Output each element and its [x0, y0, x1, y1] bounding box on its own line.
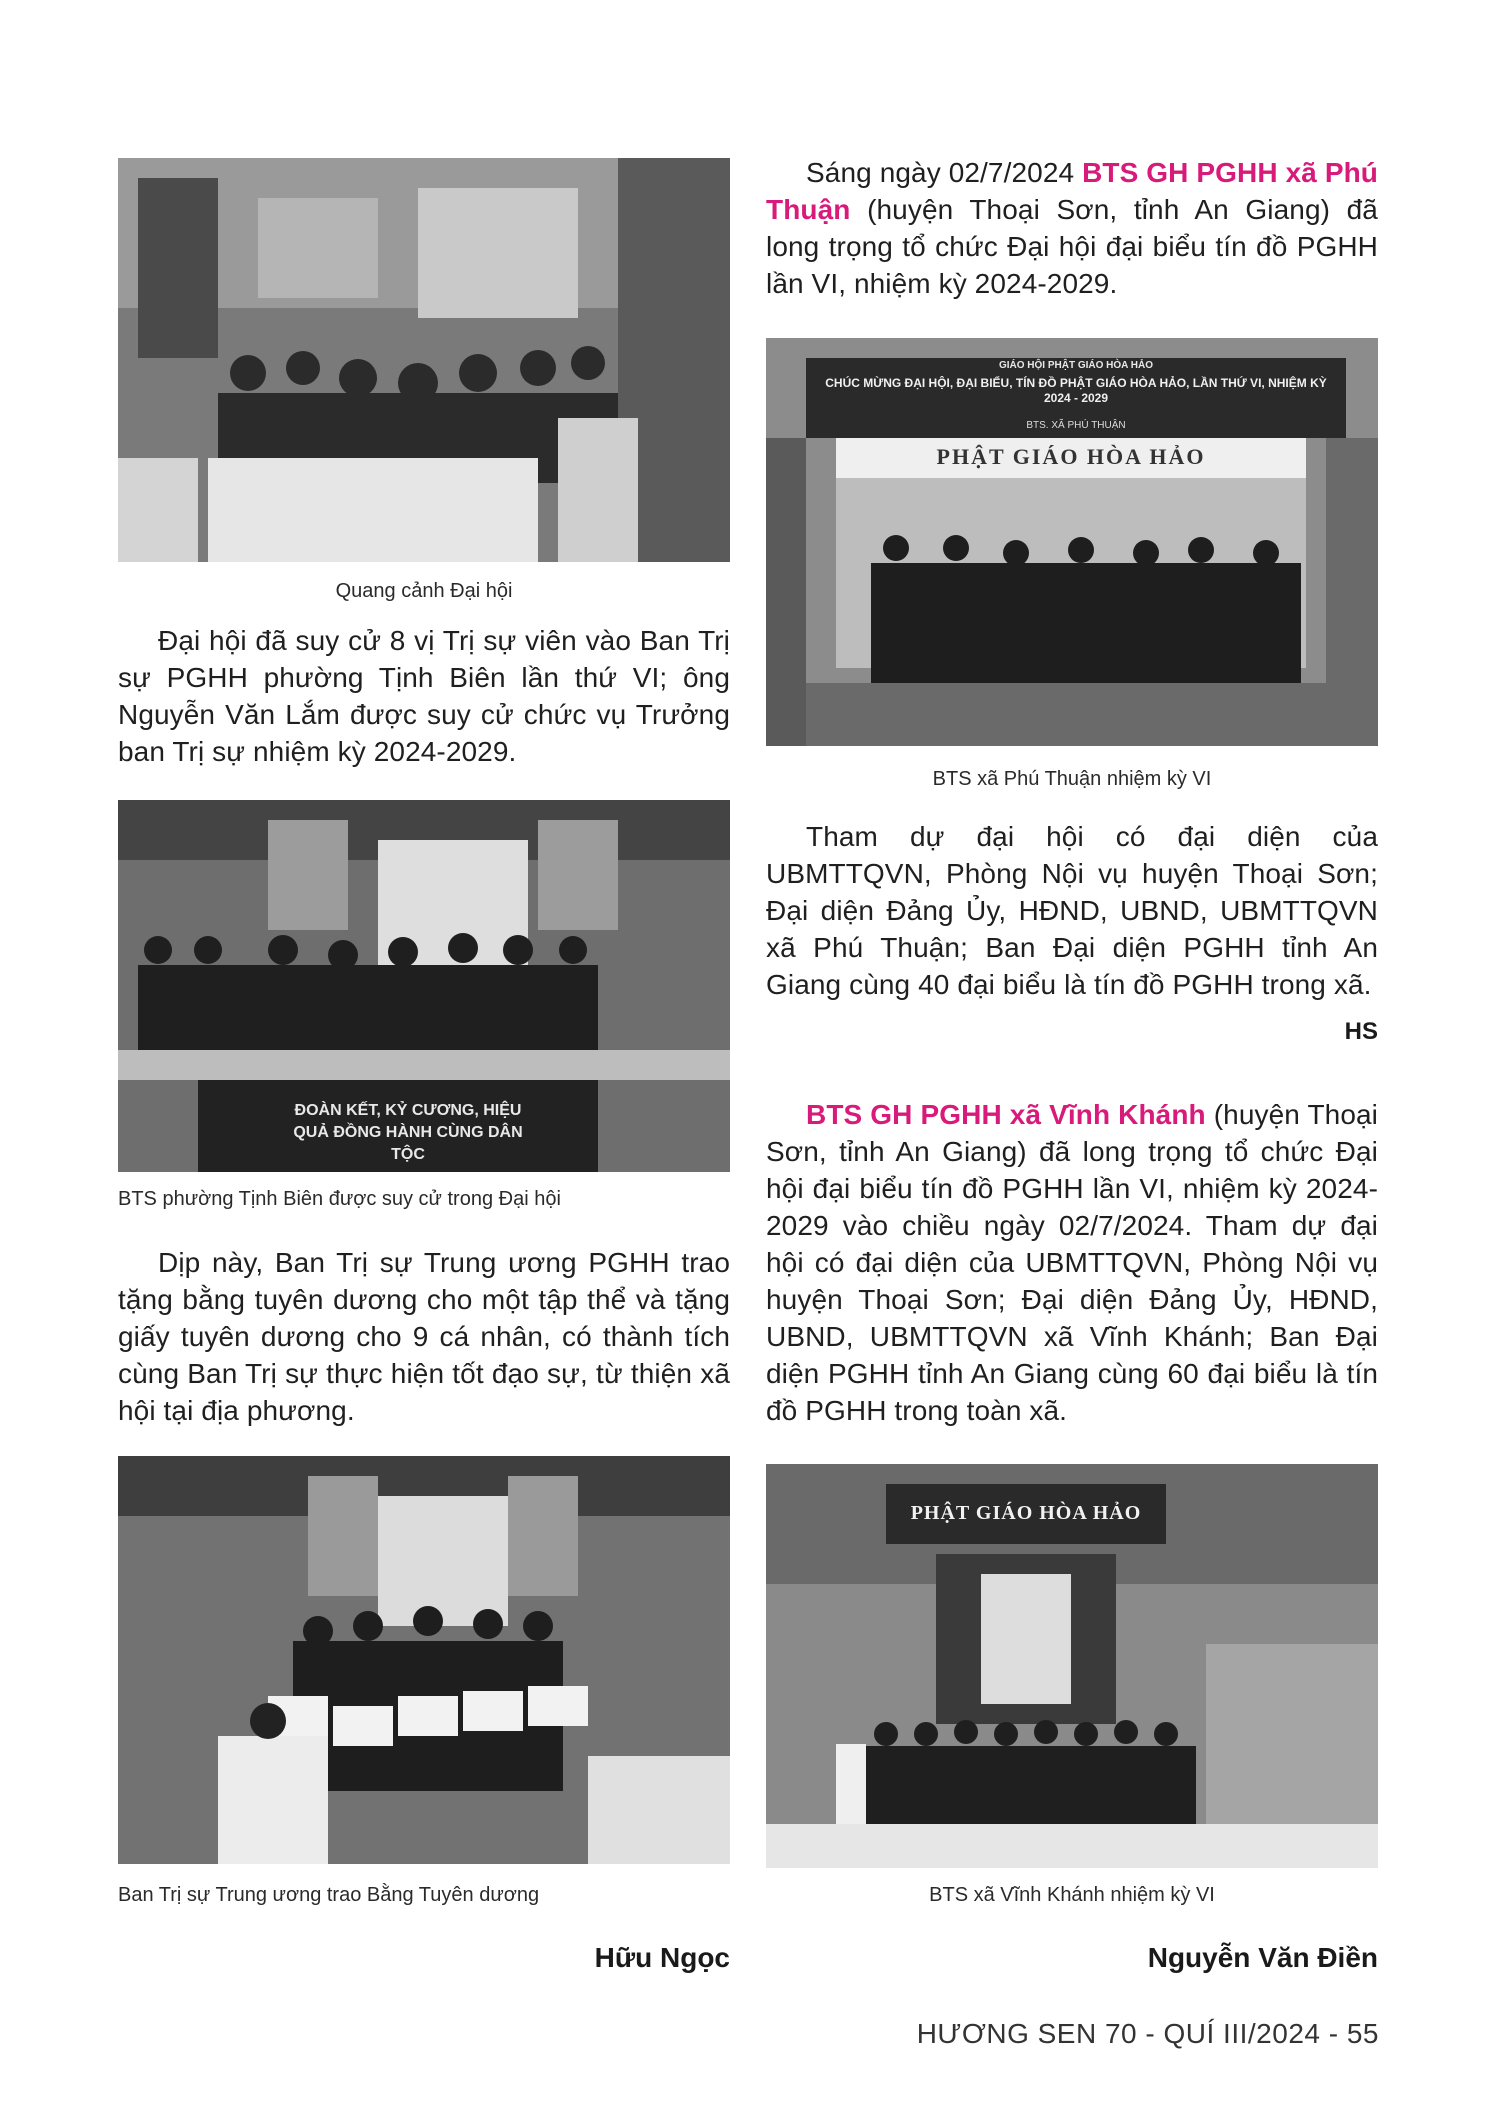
paragraph-body: (huyện Thoại Sơn, tỉnh An Giang) đã long trọng tổ chức Đại hội đại biểu tín đồ PGHH lần VI, nhiệm kỳ 2024-2029 vào chiều ngày 02/7/2024. Tham dự đại hội có đại diện của UBMTTQVN, Phòng Nội vụ huyện Thoại Sơn; Đại diện Đảng Ủy, HĐND, UBND, UBMTTQVN xã Vĩnh Khánh; Ban Đại diện PGHH tỉnh An Giang cùng 60 đại biểu là tín đồ PGHH trong toàn xã. [766, 1099, 1378, 1426]
photo-caption: BTS xã Vĩnh Khánh nhiệm kỳ VI [929, 1884, 1215, 1906]
sign-text: PHẬT GIÁO HÒA HẢO [910, 1502, 1142, 1524]
banner-text: ĐOÀN KẾT, KỶ CƯƠNG, HIỆU QUẢ ĐỒNG HÀNH CÙNG DÂN TỘC [293, 1102, 523, 1163]
paragraph: Tham dự đại hội có đại diện của UBMTTQVN, Phòng Nội vụ huyện Thoại Sơn; Đại diện Đảng Ủy, HĐND, UBND, UBMTTQVN xã Phú Thuận; Ban Đại diện PGHH tỉnh An Giang cùng 40 đại biểu là tín đồ PGHH trong xã. [766, 821, 1378, 1000]
banner-heading-small: GIÁO HỘI PHẬT GIÁO HÒA HẢO [998, 360, 1154, 371]
photo-bts-tinh-bien [118, 800, 730, 1172]
banner-subtext: BTS. XÃ PHÚ THUẬN [1026, 420, 1126, 431]
page-footer: HƯƠNG SEN 70 - QUÍ III/2024 - 55 [916, 2018, 1379, 2049]
banner-text: CHÚC MỪNG ĐẠI HỘI, ĐẠI BIỂU, TÍN ĐỒ PHẬT GIÁO HÒA HẢO, LẦN THỨ VI, NHIỆM KỲ 2024 - 2029 [825, 376, 1327, 405]
organization-highlight: BTS GH PGHH xã Vĩnh Khánh [806, 1099, 1206, 1130]
paragraph: Dịp này, Ban Trị sự Trung ương PGHH trao tặng bằng tuyên dương cho một tập thể và tặng giấy tuyên dương cho 9 cá nhân, có thành tích cùng Ban Trị sự thực hiện tốt đạo sự, từ thiện xã hội tại địa phương. [118, 1247, 730, 1426]
photo-bts-phu-thuan [766, 338, 1378, 746]
sign-text: PHẬT GIÁO HÒA HẢO [936, 444, 1206, 469]
author-signature: Nguyễn Văn Điền [1147, 1942, 1378, 1973]
photo-congress-scene [118, 158, 730, 562]
paragraph-body: (huyện Thoại Sơn, tỉnh An Giang) đã long trọng tổ chức Đại hội đại biểu tín đồ PGHH lần VI, nhiệm kỳ 2024-2029. [766, 194, 1378, 299]
paragraph [766, 1096, 1378, 1429]
photo-award-ceremony [118, 1456, 730, 1864]
organization-highlight: BTS GH PGHH xã Phú Thuận [766, 157, 1378, 225]
paragraph [766, 154, 1378, 302]
photo-caption: BTS phường Tịnh Biên được suy cử trong Đại hội [118, 1188, 561, 1210]
paragraph: Đại hội đã suy cử 8 vị Trị sự viên vào Ban Trị sự PGHH phường Tịnh Biên lần thứ VI; ông Nguyễn Văn Lắm được suy cử chức vụ Trưởng ban Trị sự nhiệm kỳ 2024-2029. [118, 625, 730, 767]
author-initials: HS [1344, 1018, 1378, 1045]
photo-caption: Ban Trị sự Trung ương trao Bằng Tuyên dương [118, 1884, 540, 1906]
author-signature: Hữu Ngọc [594, 1942, 730, 1973]
photo-caption: BTS xã Phú Thuận nhiệm kỳ VI [932, 768, 1212, 790]
paragraph-prefix: Sáng ngày 02/7/2024 [806, 157, 1083, 188]
photo-bts-vinh-khanh [766, 1464, 1378, 1868]
photo-caption: Quang cảnh Đại hội [335, 580, 513, 602]
